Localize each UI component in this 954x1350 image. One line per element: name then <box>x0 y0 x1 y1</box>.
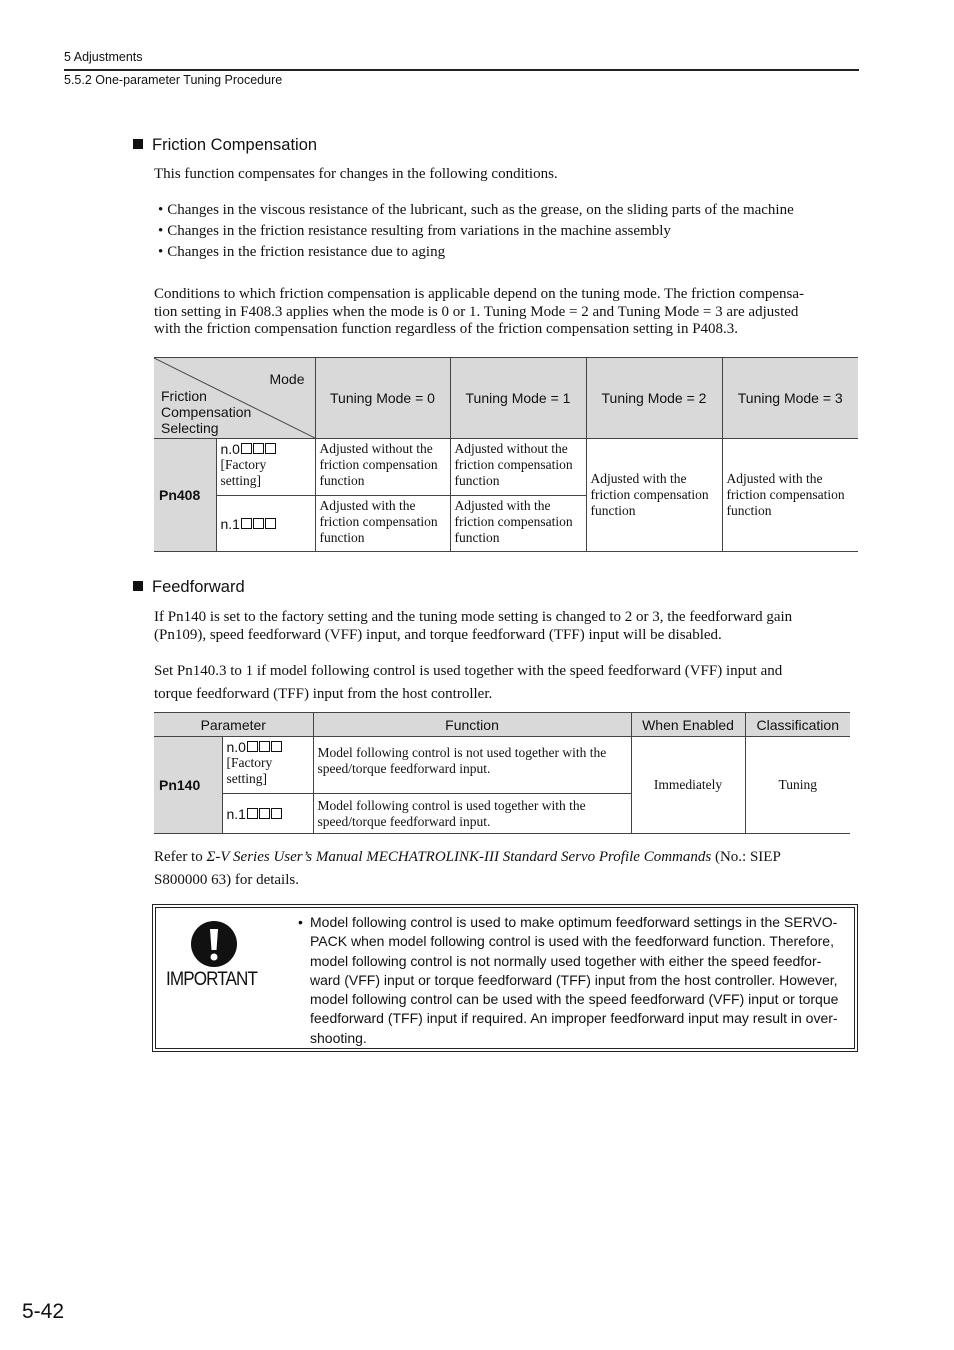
classification-cell: Tuning <box>745 737 850 834</box>
digit-box-icon <box>265 518 276 529</box>
factory-note: [Factory <box>226 755 273 770</box>
factory-note: [Factory <box>220 457 267 472</box>
table-cell: Adjusted with the friction compensation function <box>722 439 858 552</box>
running-header-section: 5.5.2 One-parameter Tuning Procedure <box>64 73 283 87</box>
text-line: PACK when model following control is used with the feedforward function. Therefore, <box>310 933 834 950</box>
friction-heading <box>133 136 317 155</box>
digit-box-icon <box>271 808 282 819</box>
param-cell: Pn408 <box>154 439 216 552</box>
text-line: model following control can be used with the speed feedforward (VFF) input or torque <box>310 991 839 1008</box>
column-header: Tuning Mode = 2 <box>586 358 722 439</box>
digit-box-icon <box>241 518 252 529</box>
text-line: model following control is not normally used together with either the speed feedfor- <box>310 952 822 969</box>
column-header: Classification <box>745 713 850 737</box>
table-cell: Model following control is used together with the speed/torque feedforward input. <box>313 794 631 834</box>
setting-code-cell: n.0 [Factory setting] <box>216 439 315 496</box>
text-line: tion setting in F408.3 applies when the mode is 0 or 1. Tuning Mode = 2 and Tuning Mode = 3 are adjusted <box>154 303 799 320</box>
text-line: (Pn109), speed feedforward (VFF) input, and torque feedforward (TFF) input will be disabled. <box>154 626 722 643</box>
friction-bullet-list <box>158 200 794 263</box>
text-line: Model following control is used to make optimum feedforward settings in the SERVO- <box>310 914 838 930</box>
setting-code-cell: n.1 <box>222 794 313 834</box>
column-header: Parameter <box>154 713 313 737</box>
table-cell: Adjusted with the friction compensation function <box>315 496 450 552</box>
digit-box-icon <box>247 741 258 752</box>
friction-heading-text: Friction Compensation <box>152 136 318 154</box>
list-item: • Changes in the friction resistance due to aging <box>158 242 794 263</box>
text-line: shooting. <box>310 1029 367 1046</box>
digit-box-icon <box>259 808 270 819</box>
feedforward-heading <box>133 578 245 597</box>
table-header-row <box>154 358 858 439</box>
column-header: Function <box>313 713 631 737</box>
friction-mode-table <box>154 357 858 552</box>
table-row <box>154 439 858 496</box>
friction-conditions <box>154 286 859 339</box>
text-line: If Pn140 is set to the factory setting and the tuning mode setting is changed to 2 or 3, the feedforward gain <box>154 609 793 625</box>
text-line: feedforward (TFF) input if required. An improper feedforward input may result in over- <box>310 1010 838 1027</box>
column-header: Tuning Mode = 1 <box>450 358 586 439</box>
digit-box-icon <box>247 808 258 819</box>
text-line: Conditions to which friction compensation is applicable depend on the tuning mode. The friction compensa- <box>154 286 804 302</box>
header-rule <box>64 69 859 71</box>
sigma-symbol: Σ <box>206 849 216 865</box>
digit-box-icon <box>253 443 264 454</box>
table-cell: Adjusted with the friction compensation function <box>450 496 586 552</box>
list-item: • Changes in the viscous resistance of the lubricant, such as the grease, on the sliding parts of the machine <box>158 200 794 221</box>
friction-intro: This function compensates for changes in the following conditions. <box>154 166 558 182</box>
setting-code-cell: n.0 [Factory setting] <box>222 737 313 794</box>
exclamation-icon <box>190 920 238 968</box>
square-bullet-icon <box>133 581 143 591</box>
important-label: IMPORTANT <box>166 969 258 990</box>
factory-note: setting] <box>226 771 267 786</box>
digit-box-icon <box>265 443 276 454</box>
feedforward-para-2 <box>154 660 859 706</box>
corner-mode-label: Mode <box>269 371 305 387</box>
important-text: • Model following control is used to make optimum feedforward settings in the SERVO- PACK when model following control is used with the feedforward function. Therefore, model following control is not normally used together with either the speed feedfor- ward (VFF) input or torque feedforward (TFF) input from the host controller. However, model following control can be used with the speed feedforward (VFF) input or torque feedforward (TFF) input if required. An improper feedforward input may result in over- shooting. <box>310 913 856 1048</box>
digit-box-icon <box>241 443 252 454</box>
digit-box-icon <box>271 741 282 752</box>
column-header: Tuning Mode = 0 <box>315 358 450 439</box>
model-following-table <box>154 712 850 834</box>
feedforward-para-1 <box>154 609 859 644</box>
manual-title: -V Series User’s Manual MECHATROLINK-III Standard Servo Profile Commands <box>215 849 712 865</box>
setting-code-cell: n.1 <box>216 496 315 552</box>
text-line: ward (VFF) input or torque feedforward (TFF) input from the host controller. However, <box>310 971 838 988</box>
when-enabled-cell: Immediately <box>631 737 745 834</box>
table-header-row <box>154 713 850 737</box>
table-cell: Adjusted without the friction compensation function <box>450 439 586 496</box>
column-header: When Enabled <box>631 713 745 737</box>
text-line: S800000 63) for details. <box>154 872 299 888</box>
page-number: 5-42 <box>22 1300 65 1323</box>
text-line: Set Pn140.3 to 1 if model following control is used together with the speed feedforward (VFF) input and <box>154 663 783 679</box>
running-header-chapter: 5 Adjustments <box>64 50 143 64</box>
table-cell: Adjusted with the friction compensation function <box>586 439 722 552</box>
column-header: Tuning Mode = 3 <box>722 358 858 439</box>
digit-box-icon <box>253 518 264 529</box>
list-item: • Changes in the friction resistance resulting from variations in the machine assembly <box>158 221 794 242</box>
corner-selecting-label: Friction Compensation Selecting <box>161 388 252 436</box>
table-cell: Adjusted without the friction compensation function <box>315 439 450 496</box>
important-note-box <box>152 904 858 1052</box>
feedforward-heading-text: Feedforward <box>152 578 245 596</box>
table-row <box>154 737 850 794</box>
text-line: with the friction compensation function regardless of the friction compensation setting in P408.3. <box>154 321 739 337</box>
param-cell: Pn140 <box>154 737 222 834</box>
factory-note: setting] <box>220 473 261 488</box>
table-corner-cell <box>154 358 315 439</box>
text-line: torque feedforward (TFF) input from the host controller. <box>154 686 493 702</box>
refer-paragraph: Refer to Σ-V Series User’s Manual MECHATROLINK-III Standard Servo Profile Commands (No.: SIEP S800000 63) for details. <box>154 846 859 892</box>
digit-box-icon <box>259 741 270 752</box>
square-bullet-icon <box>133 139 143 149</box>
table-cell: Model following control is not used together with the speed/torque feedforward input. <box>313 737 631 794</box>
